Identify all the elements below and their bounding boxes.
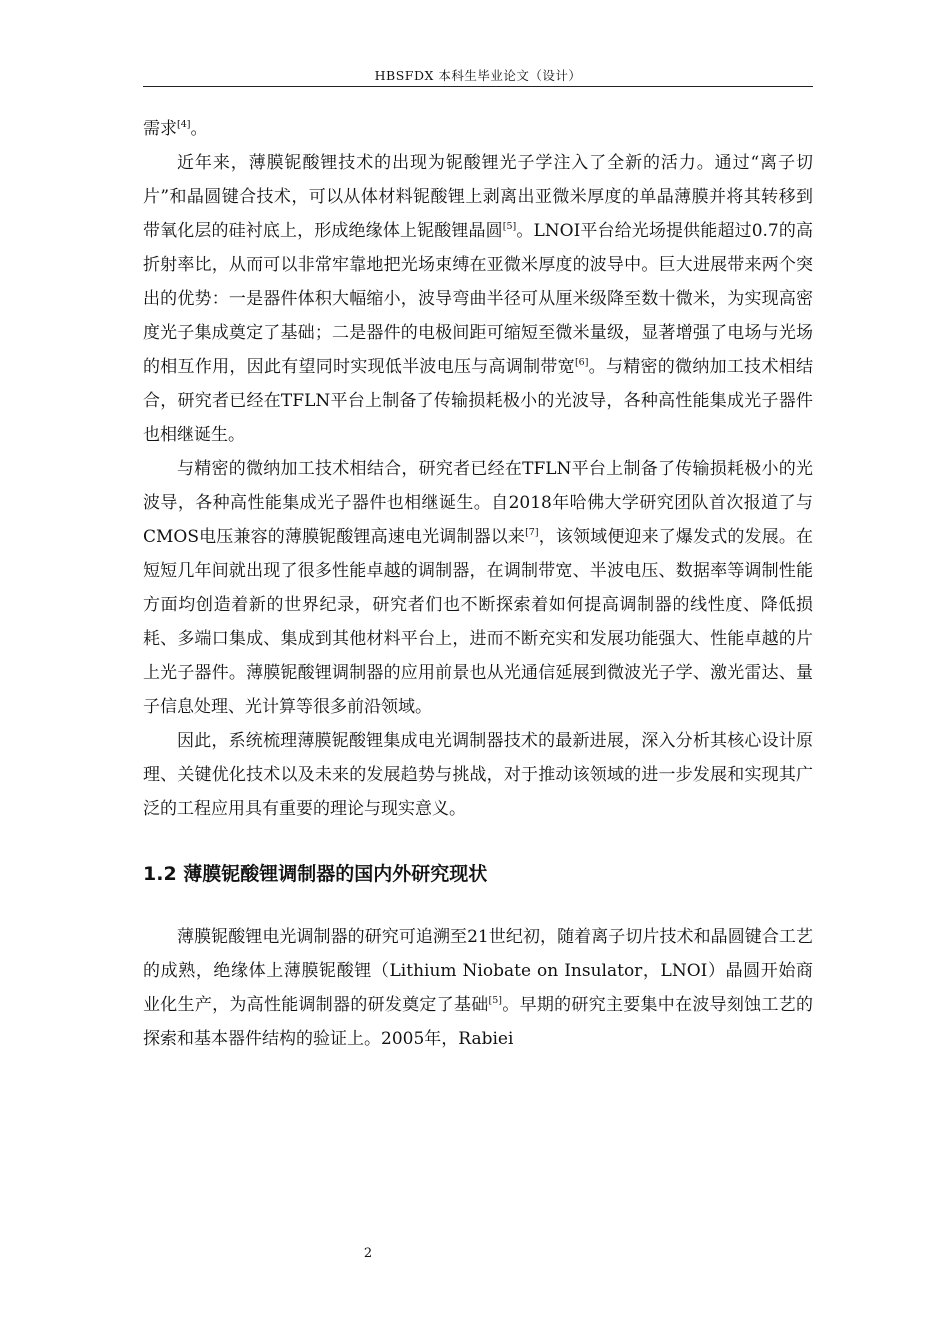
page-number: 2 [363, 1246, 373, 1261]
paragraph [143, 112, 813, 146]
citation-ref: [4] [177, 119, 191, 130]
citation-ref: [6] [574, 357, 589, 368]
paragraph-text: ，该领域便迎来了爆发式的发展。在短短几年间就出现了很多性能卓越的调制器，在调制带宽、半波电压、数据率等调制性能方面均创造着新的世界纪录，研究者们也不断探索着如何提高调制器的线性度、降低损耗、多端口集成、集成到其他材料平台上，进而不断充实和发展功能强大、性能卓越的片上光子器件。薄膜铌酸锂调制器的应用前景也从光通信延展到微波光子学、激光雷达、量子信息处理、光计算等很多前沿领域。 [143, 527, 814, 717]
paragraph-text: 需求 [143, 119, 177, 139]
intro-paragraphs [143, 112, 813, 826]
citation-ref: [7] [525, 527, 539, 538]
paragraph-text: 。LNOI平台给光场提供能超过0.7的高折射率比，从而可以非常牢靠地把光场束缚在亚微米厚度的波导中。巨大进展带来两个突出的优势：一是器件体积大幅缩小，波导弯曲半径可从厘米级降至数十微米，为实现高密度光子集成奠定了基础；二是器件的电极间距可缩短至微米量级，显著增强了电场与光场的相互作用，因此有望同时实现低半波电压与高调制带宽 [143, 221, 814, 377]
paragraph-text: 。与精密的微纳加工技术相结合，研究者已经在TFLN平台上制备了传输损耗极小的光波导，各种高性能集成光子器件也相继诞生。 [143, 357, 814, 445]
paragraph-text: 。早期的研究主要集中在波导刻蚀工艺的探索和基本器件结构的验证上。2005年，Rabiei [143, 995, 814, 1049]
paragraph [143, 146, 813, 452]
paragraph-text: 因此，系统梳理薄膜铌酸锂集成电光调制器技术的最新进展，深入分析其核心设计原理、关键优化技术以及未来的发展趋势与挑战，对于推动该领域的进一步发展和实现其广泛的工程应用具有重要的理论与现实意义。 [143, 731, 813, 819]
paragraph [143, 724, 813, 826]
paragraph-text: 与精密的微纳加工技术相结合，研究者已经在TFLN平台上制备了传输损耗极小的光波导，各种高性能集成光子器件也相继诞生。自2018年哈佛大学研究团队首次报道了与CMOS电压兼容的薄膜铌酸锂高速电光调制器以来 [143, 459, 813, 547]
page-header: HBSFDX 本科生毕业论文（设计） [374, 68, 582, 83]
body-text [143, 112, 813, 1056]
paragraph [143, 920, 813, 1056]
citation-ref: [5] [502, 221, 517, 232]
paragraph-text: 近年来，薄膜铌酸锂技术的出现为铌酸锂光子学注入了全新的活力。通过“离子切片”和晶圆键合技术，可以从体材料铌酸锂上剥离出亚微米厚度的单晶薄膜并将其转移到带氧化层的硅衬底上，形成绝缘体上铌酸锂晶圆 [143, 153, 813, 241]
citation-ref: [5] [488, 995, 503, 1006]
section-heading: 1.2 薄膜铌酸锂调制器的国内外研究现状 [143, 863, 488, 885]
paragraph-text: 薄膜铌酸锂电光调制器的研究可追溯至21世纪初，随着离子切片技术和晶圆键合工艺的成熟，绝缘体上薄膜铌酸锂（Lithium Niobate on Insulator，LNOI）晶圆开始商业化生产，为高性能调制器的研发奠定了基础 [143, 927, 813, 1015]
header-rule [143, 86, 813, 87]
paragraph-text: 。 [190, 119, 208, 139]
section-paragraphs [143, 920, 813, 1056]
paragraph [143, 452, 813, 724]
